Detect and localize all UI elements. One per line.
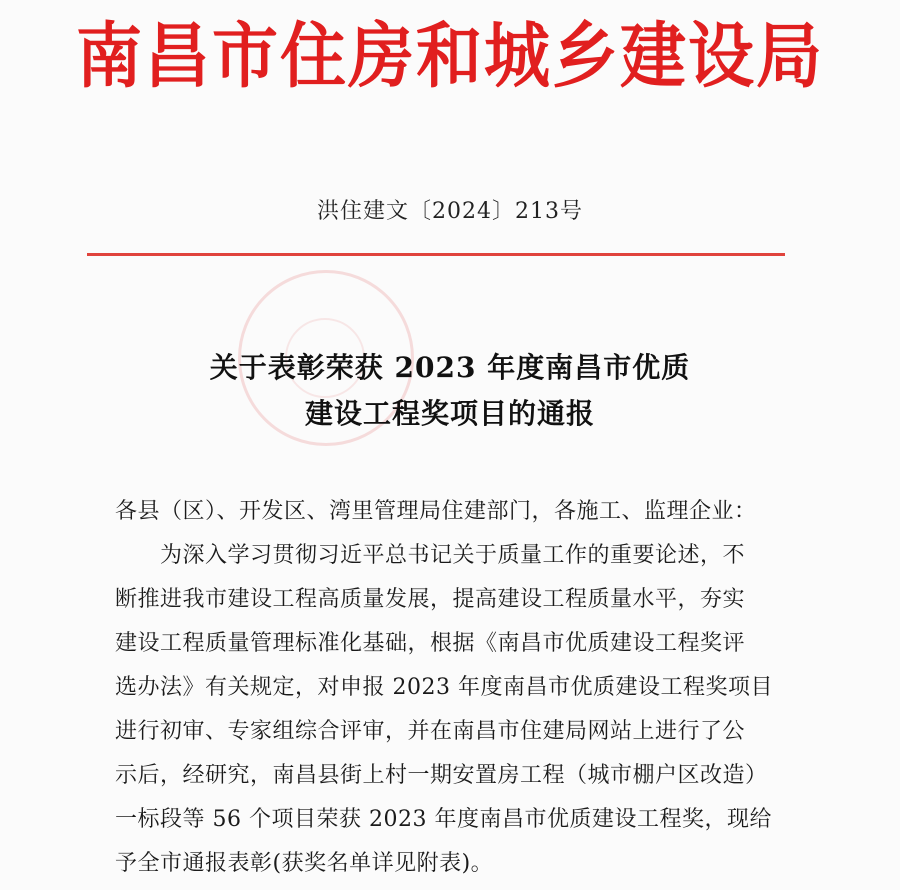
issuing-organization-header: 南昌市住房和城乡建设局 [76,14,824,98]
body-line: 示后，经研究，南昌县街上村一期安置房工程（城市棚户区改造） [115,763,768,788]
body-line: 断推进我市建设工程高质量发展，提高建设工程质量水平，夯实 [115,587,746,612]
body-line: 予全市通报表彰(获奖名单详见附表)。 [115,851,494,876]
notice-title-line-1: 关于表彰荣获 2023 年度南昌市优质 [209,351,691,384]
document-number: 洪住建文〔2024〕213号 [317,199,583,224]
red-divider-line [87,253,785,256]
body-line: 建设工程质量管理标准化基础，根据《南昌市优质建设工程奖评 [115,631,746,656]
body-line: 进行初审、专家组综合评审，并在南昌市住建局网站上进行了公 [115,719,746,744]
salutation: 各县（区）、开发区、湾里管理局住建部门，各施工、监理企业： [115,499,757,524]
body-line: 为深入学习贯彻习近平总书记关于质量工作的重要论述，不 [115,543,746,568]
notice-title-line-2: 建设工程奖项目的通报 [304,397,595,430]
body-line: 一标段等 56 个项目荣获 2023 年度南昌市优质建设工程奖，现给 [115,807,772,832]
body-line: 选办法》有关规定，对申报 2023 年度南昌市优质建设工程奖项目 [115,675,773,700]
